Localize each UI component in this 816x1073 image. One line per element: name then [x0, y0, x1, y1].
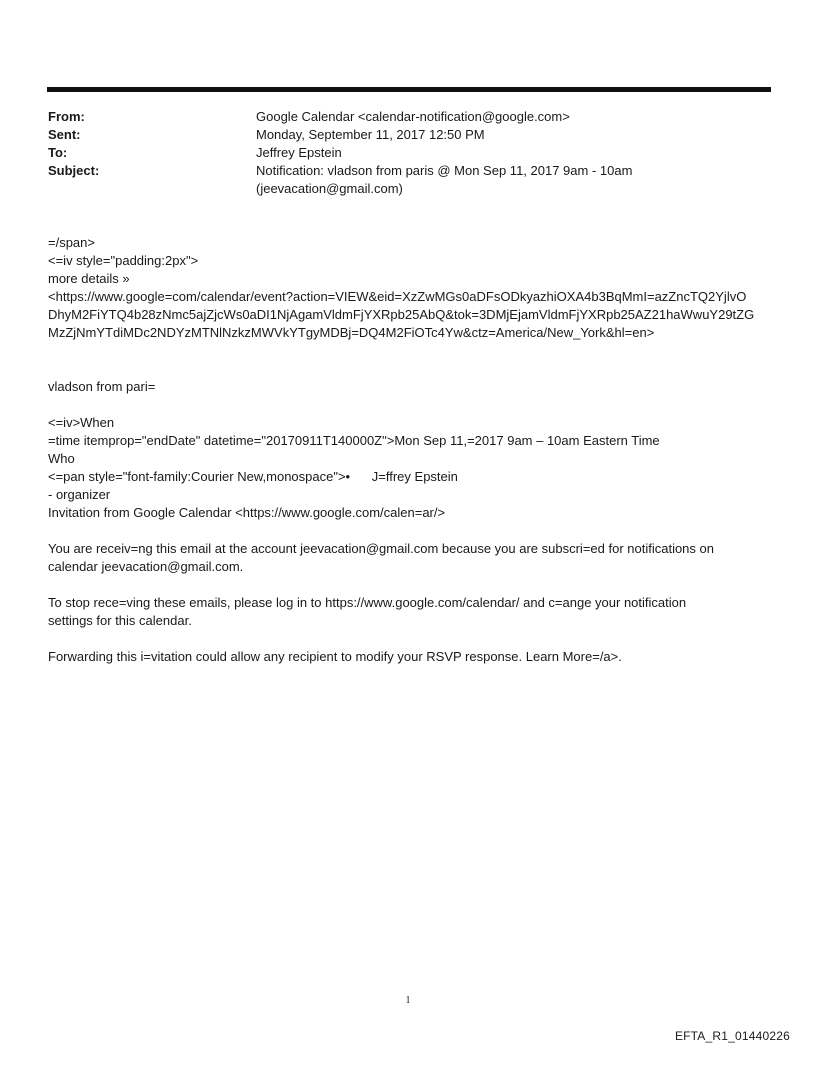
from-value: Google Calendar <calendar-notification@google.com>	[256, 109, 570, 124]
more-details-label: more details »	[48, 271, 130, 286]
detail-line: Who	[48, 451, 75, 466]
page-number: 1	[405, 995, 411, 1006]
account-notice-line2: calendar jeevacation@gmail.com.	[48, 559, 244, 574]
body-line: <=iv style="padding:2px">	[48, 253, 199, 268]
detail-line: =time itemprop="endDate" datetime="20170911T140000Z">Mon Sep 11,=2017 9am – 10am Eastern Time	[48, 433, 660, 448]
header-divider	[47, 87, 771, 92]
sent-value: Monday, September 11, 2017 12:50 PM	[256, 127, 485, 142]
subject-label: Subject:	[48, 163, 100, 178]
event-title: vladson from pari=	[48, 379, 156, 394]
forwarding-notice: Forwarding this i=vitation could allow any recipient to modify your RSVP response. Learn More=/a>.	[48, 649, 622, 664]
event-url-line: DhyM2FiYTQ4b28zNmc5ajZjcWs0aDI1NjAgamVldmFjYXRpb25AbQ&tok=3DMjEjamVldmFjYXRpb25AZ21haWwuY29tZG	[48, 307, 755, 322]
event-url-line: <https://www.google=com/calendar/event?action=VIEW&eid=XzZwMGs0aDFsODkyazhiOXA4b3BqMmI=azZncTQ2YjlvO	[48, 289, 747, 304]
detail-line: <=iv>When	[48, 415, 115, 430]
document-id: EFTA_R1_01440226	[674, 1029, 790, 1043]
to-value: Jeffrey Epstein	[256, 145, 342, 160]
from-label: From:	[48, 109, 85, 124]
body-line: =/span>	[48, 235, 95, 250]
sent-label: Sent:	[48, 127, 81, 142]
unsubscribe-notice-line2: settings for this calendar.	[48, 613, 192, 628]
unsubscribe-notice-line1: To stop rece=ving these emails, please log in to https://www.google.com/calendar/ and c=ange your notification	[48, 595, 687, 610]
detail-line: <=pan style="font-family:Courier New,monospace">• J=ffrey Epstein	[48, 469, 458, 484]
subject-value-line2: (jeevacation@gmail.com)	[256, 181, 403, 196]
account-notice-line1: You are receiv=ng this email at the account jeevacation@gmail.com because you are subscri=ed for notifications on	[48, 541, 714, 556]
detail-line: Invitation from Google Calendar <https://www.google.com/calen=ar/>	[48, 505, 446, 520]
to-label: To:	[48, 145, 68, 160]
subject-value-line1: Notification: vladson from paris @ Mon Sep 11, 2017 9am - 10am	[256, 163, 633, 178]
detail-line: - organizer	[48, 487, 111, 502]
event-url-line: MzZjNmYTdiMDc2NDYzMTNlNzkzMWVkYTgyMDBj=DQ4M2FiOTc4Yw&ctz=America/New_York&hl=en>	[48, 325, 655, 340]
